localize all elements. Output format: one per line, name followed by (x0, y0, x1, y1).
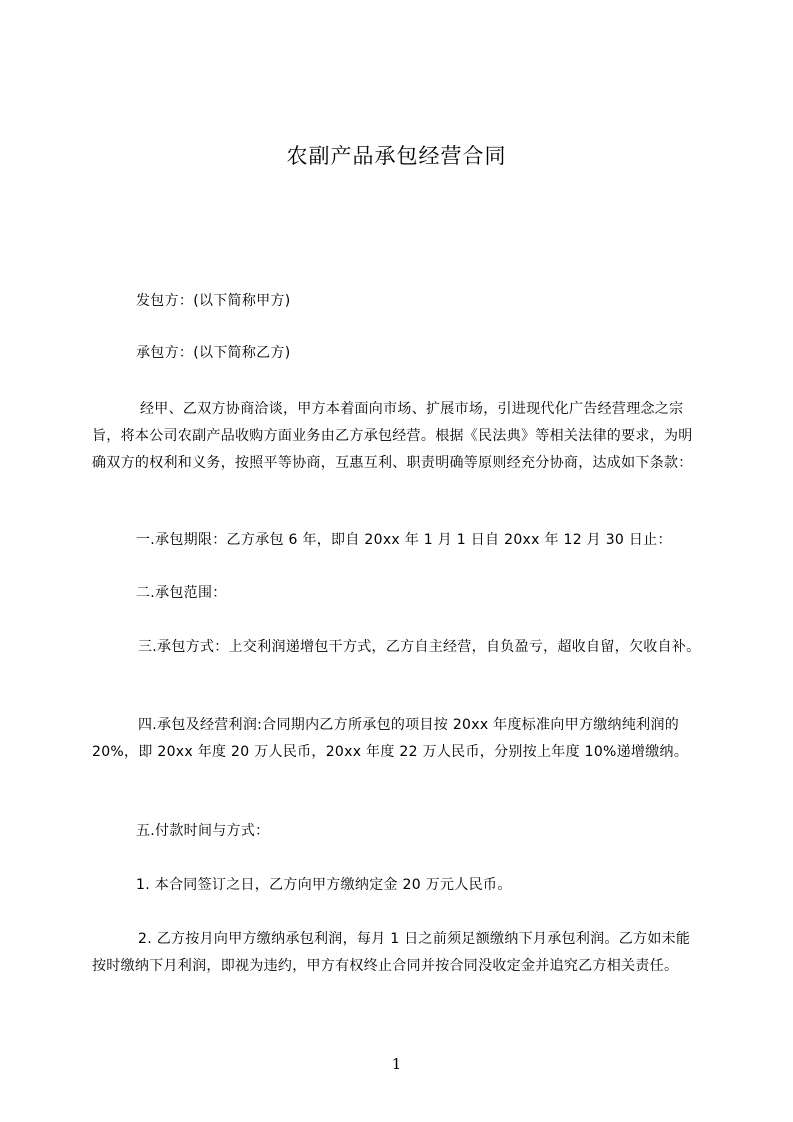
clause-3-method: 三.承包方式：上交利润递增包干方式，乙方自主经营，自负盈亏，超收自留，欠收自补。 (138, 639, 701, 655)
party-a-line: 发包方：(以下简称甲方) (136, 293, 291, 309)
document-title: 农副产品承包经营合同 (286, 144, 507, 168)
preamble-paragraph: 经甲、乙双方协商洽谈，甲方本着面向市场、扩展市场，引进现代化广告经营理念之宗旨，将本公司农副产品收购方面业务由乙方承包经营。根据《民法典》等相关法律的要求，为明确双方的权利和义务，按照平等协商，互惠互利、职责明确等原则经充分协商，达成如下条款： (92, 401, 693, 471)
clause-4-profit: 四.承包及经营利润:合同期内乙方所承包的项目按 20xx 年度标准向甲方缴纳纯利润的 20%，即 20xx 年度 20 万人民币，20xx 年度 22 万人民币，分别按上年度 10%递增缴纳。 (92, 717, 689, 760)
clause-2-scope: 二.承包范围： (136, 585, 227, 601)
party-b-line: 承包方：(以下简称乙方) (136, 345, 291, 361)
clause-1-term: 一.承包期限：乙方承包 6 年，即自 20xx 年 1 月 1 日自 20xx 年 12 月 30 日止： (136, 532, 672, 548)
payment-item-1: 1. 本合同签订之日，乙方向甲方缴纳定金 20 万元人民币。 (136, 877, 512, 893)
clause-5-payment: 五.付款时间与方式： (136, 823, 270, 839)
payment-item-2: 2. 乙方按月向甲方缴纳承包利润，每月 1 日之前须足额缴纳下月承包利润。乙方如未能按时缴纳下月利润，即视为违约，甲方有权终止合同并按合同没收定金并追究乙方相关责任。 (92, 931, 691, 974)
page-number: 1 (391, 1055, 402, 1073)
